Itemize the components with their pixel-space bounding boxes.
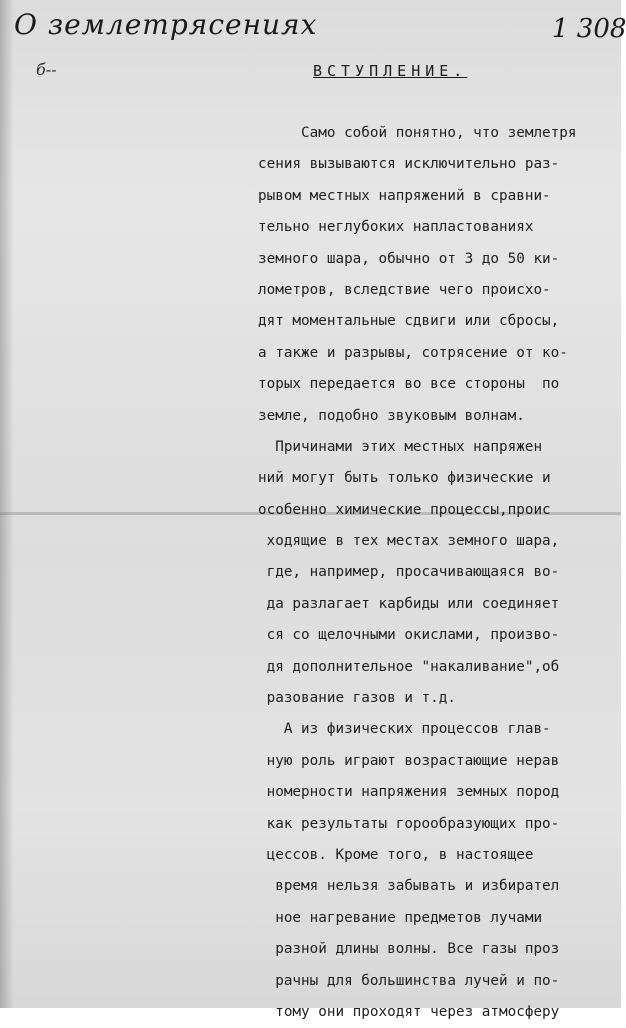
text-line: как результаты горообразующих про- bbox=[258, 815, 560, 832]
text-line: разование газов и т.д. bbox=[258, 690, 456, 707]
page-edge-shadow bbox=[0, 0, 14, 1008]
text-line: да разлагает карбиды или соединяет bbox=[258, 595, 560, 612]
text-line: ную роль играют возрастающие нерав bbox=[258, 752, 560, 769]
section-heading: ВСТУПЛЕНИЕ. bbox=[313, 62, 468, 80]
text-line: ся со щелочными окислами, произво- bbox=[258, 627, 560, 644]
text-line: Само собой понятно, что землетря bbox=[258, 125, 577, 141]
text-line: лометров, вследствие чего происхо- bbox=[258, 281, 551, 298]
text-line: разной длины волны. Все газы проз bbox=[258, 941, 560, 958]
text-line: ходящие в тех местах земного шара, bbox=[258, 533, 560, 550]
text-line: время нельзя забывать и избирател bbox=[258, 878, 560, 895]
text-line: дят моментальные сдвиги или сбросы, bbox=[258, 313, 560, 330]
text-line: а также и разрывы, сотрясение от ко- bbox=[258, 344, 568, 361]
text-line: тому они проходят через атмосферу bbox=[258, 1003, 560, 1020]
handwritten-corner-mark: б-- bbox=[36, 60, 57, 79]
text-line: цессов. Кроме того, в настоящее bbox=[258, 846, 534, 863]
text-line: где, например, просачивающаяся во- bbox=[258, 564, 560, 581]
text-line: торых передается во все стороны по bbox=[258, 376, 560, 393]
handwritten-page-number: 1 308 bbox=[552, 14, 626, 44]
text-line: номерности напряжения земных пород bbox=[258, 784, 560, 801]
text-line: рачны для большинства лучей и по- bbox=[258, 972, 560, 989]
text-line: земле, подобно звуковым волнам. bbox=[258, 407, 525, 424]
text-line: особенно химические процессы,проис bbox=[258, 501, 551, 518]
text-line: тельно неглубоких напластованиях bbox=[258, 219, 534, 236]
handwritten-title: О землетрясениях bbox=[14, 8, 318, 41]
text-line: дя дополнительное "накаливание",об bbox=[258, 658, 560, 675]
text-line: Причинами этих местных напряжен bbox=[258, 438, 543, 455]
typed-body-text bbox=[258, 118, 608, 1028]
text-line: ний могут быть только физические и bbox=[258, 470, 551, 487]
text-line: земного шара, обычно от 3 до 50 ки- bbox=[258, 250, 560, 267]
text-line: рывом местных напряжений в сравни- bbox=[258, 187, 551, 204]
text-line: А из физических процессов глав- bbox=[258, 721, 551, 738]
text-line: сения вызываются исключительно раз- bbox=[258, 156, 560, 173]
text-line: ное нагревание предметов лучами bbox=[258, 909, 543, 926]
